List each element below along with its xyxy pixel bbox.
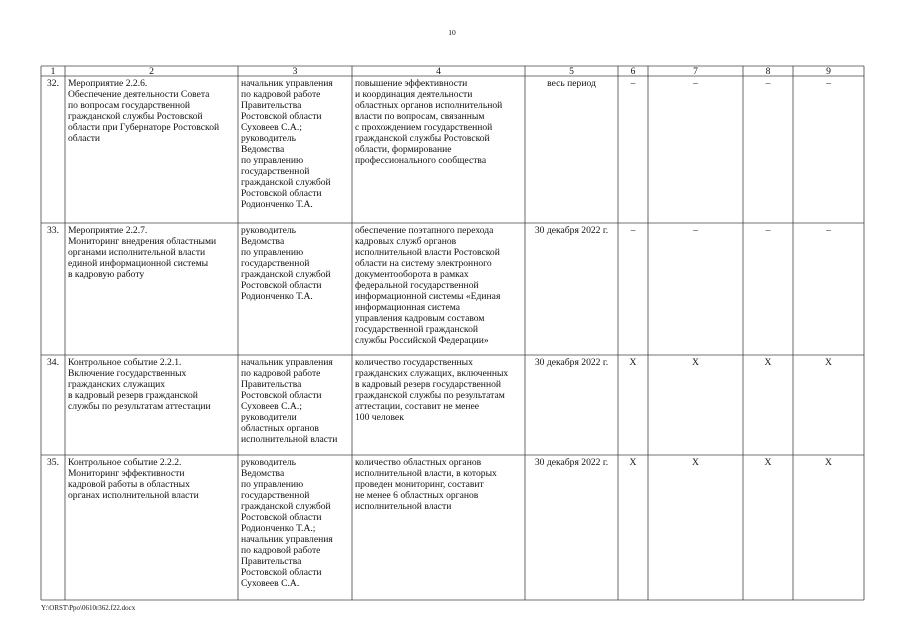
event-line: по вопросам государственной (68, 100, 191, 111)
responsible-line: начальник управления (241, 534, 333, 545)
result-line: количество областных органов (355, 457, 482, 468)
result-line: 100 человек (355, 412, 404, 423)
responsible-line: Ростовской области (241, 390, 322, 401)
row-number: 34. (47, 357, 59, 368)
responsible-line: Ведомства (241, 236, 285, 247)
mark-cell: X (764, 457, 772, 468)
result-line: проведен мониторинг, составит (355, 479, 484, 490)
event-line: области при Губернаторе Ростовской (68, 122, 220, 133)
result-line: службы Российской Федерации» (355, 335, 489, 346)
event-line: Мониторинг эффективности (68, 468, 185, 479)
header-cell-4: 4 (436, 66, 441, 77)
responsible-line: по управлению (241, 479, 304, 490)
event-line: Включение государственных (68, 368, 187, 379)
event-line: в кадровую работу (68, 269, 145, 280)
result-line: с прохождением государственной (355, 122, 493, 133)
event-line: области (68, 133, 101, 144)
result-line: гражданской службы Ростовской (355, 133, 490, 144)
mark-cell: – (630, 78, 636, 89)
result-line: областных органов исполнительной (355, 100, 503, 111)
event-line: гражданской службы Ростовской (68, 111, 203, 122)
responsible-line: руководитель (241, 457, 297, 468)
responsible-line: государственной (241, 490, 310, 501)
responsible-line: гражданской службой (241, 501, 331, 512)
result-line: аттестации, составит не менее (355, 401, 480, 412)
result-line: области, формирование (355, 144, 452, 155)
mark-cell: – (765, 225, 771, 236)
responsible-line: Ведомства (241, 144, 285, 155)
result-line: не менее 6 областных органов (355, 490, 479, 501)
result-line: государственной гражданской (355, 324, 479, 335)
page-number: 10 (448, 28, 456, 37)
header-cell-7: 7 (693, 66, 698, 77)
row-number: 32. (47, 78, 59, 89)
responsible-line: Родионченко Т.А. (241, 291, 313, 302)
result-line: исполнительной власти, в которых (355, 468, 497, 479)
result-line: области на систему электронного (355, 258, 492, 269)
event-line: органах исполнительной власти (68, 490, 199, 501)
result-line: профессионального сообщества (355, 155, 487, 166)
responsible-line: Ростовской области (241, 188, 322, 199)
mark-cell: X (692, 457, 699, 468)
responsible-line: Правительства (241, 379, 302, 390)
responsible-line: Суховеев С.А.; (241, 122, 302, 133)
result-line: в кадровый резерв государственной (355, 379, 502, 390)
header-cell-2: 2 (149, 66, 154, 77)
result-line: информационной системы «Единая (355, 291, 501, 302)
mark-cell: X (692, 357, 699, 368)
header-cell-5: 5 (569, 66, 574, 77)
event-line: службы по результатам аттестации (68, 401, 211, 412)
deadline-cell: весь период (547, 78, 596, 89)
event-line: гражданских служащих (68, 379, 166, 390)
result-line: федеральной государственной (355, 280, 479, 291)
mark-cell: – (826, 78, 831, 89)
responsible-line: Ростовской области (241, 512, 322, 523)
responsible-line: Родионченко Т.А.; (241, 523, 316, 534)
row-number: 33. (47, 225, 59, 236)
mark-cell: X (825, 457, 832, 468)
mark-cell: X (764, 357, 772, 368)
result-line: гражданской службы по результатам (355, 390, 505, 401)
header-cell-9: 9 (826, 66, 831, 77)
mark-cell: – (693, 225, 698, 236)
file-path: Y:\ORST\Ppo\0610r362.f22.docx (41, 604, 136, 612)
mark-cell: – (693, 78, 698, 89)
header-cell-8: 8 (765, 66, 771, 77)
responsible-line: по кадровой работе (241, 545, 321, 556)
mark-cell: – (765, 78, 771, 89)
result-line: гражданских служащих, включенных (355, 368, 509, 379)
event-line: Мероприятие 2.2.6. (68, 78, 148, 89)
responsible-line: Суховеев С.А. (241, 578, 300, 589)
event-line: в кадровый резерв гражданской (68, 390, 198, 401)
responsible-line: исполнительной власти (241, 434, 338, 445)
responsible-line: Ростовской области (241, 111, 322, 122)
mark-cell: – (630, 225, 636, 236)
result-line: и координация деятельности (355, 89, 473, 100)
event-line: Мониторинг внедрения областными (68, 236, 217, 247)
responsible-line: Правительства (241, 100, 302, 111)
responsible-line: Суховеев С.А.; (241, 401, 302, 412)
header-cell-1: 1 (50, 66, 56, 77)
responsible-line: Родионченко Т.А. (241, 199, 313, 210)
result-line: кадровых служб органов (355, 236, 457, 247)
mark-cell: X (629, 357, 637, 368)
responsible-line: по кадровой работе (241, 368, 321, 379)
result-line: документооборота в рамках (355, 269, 469, 280)
responsible-line: начальник управления (241, 78, 333, 89)
event-line: единой информационной системы (68, 258, 209, 269)
event-line: кадровой работы в областных (68, 479, 190, 490)
responsible-line: руководители (241, 412, 297, 423)
result-line: исполнительной власти (355, 501, 452, 512)
result-line: исполнительной власти Ростовской (355, 247, 500, 258)
deadline-cell: 30 декабря 2022 г. (534, 357, 609, 368)
deadline-cell: 30 декабря 2022 г. (534, 457, 609, 468)
result-line: управления кадровым составом (355, 313, 485, 324)
responsible-line: руководитель (241, 225, 297, 236)
responsible-line: государственной (241, 166, 310, 177)
row-number: 35. (47, 457, 59, 468)
responsible-line: Ростовской области (241, 280, 322, 291)
result-line: информационная система (355, 302, 460, 313)
result-line: повышение эффективности (355, 78, 468, 89)
responsible-line: Ростовской области (241, 567, 322, 578)
result-line: обеспечение поэтапного перехода (355, 225, 494, 236)
responsible-line: по кадровой работе (241, 89, 321, 100)
responsible-line: по управлению (241, 247, 304, 258)
responsible-line: руководитель (241, 133, 297, 144)
header-cell-3: 3 (292, 66, 298, 77)
event-line: Контрольное событие 2.2.2. (68, 457, 182, 468)
event-line: органами исполнительной власти (68, 247, 206, 258)
responsible-line: Ведомства (241, 468, 285, 479)
result-line: количество государственных (355, 357, 473, 368)
event-line: Мероприятие 2.2.7. (68, 225, 148, 236)
responsible-line: начальник управления (241, 357, 333, 368)
responsible-line: государственной (241, 258, 310, 269)
responsible-line: гражданской службой (241, 269, 331, 280)
mark-cell: – (826, 225, 831, 236)
responsible-line: областных органов (241, 423, 319, 434)
responsible-line: Правительства (241, 556, 302, 567)
event-line: Контрольное событие 2.2.1. (68, 357, 182, 368)
responsible-line: по управлению (241, 155, 304, 166)
deadline-cell: 30 декабря 2022 г. (534, 225, 609, 236)
responsible-line: гражданской службой (241, 177, 331, 188)
result-line: власти по вопросам, связанным (355, 111, 485, 122)
mark-cell: X (629, 457, 637, 468)
event-line: Обеспечение деятельности Совета (68, 89, 210, 100)
mark-cell: X (825, 357, 832, 368)
header-cell-6: 6 (630, 66, 636, 77)
